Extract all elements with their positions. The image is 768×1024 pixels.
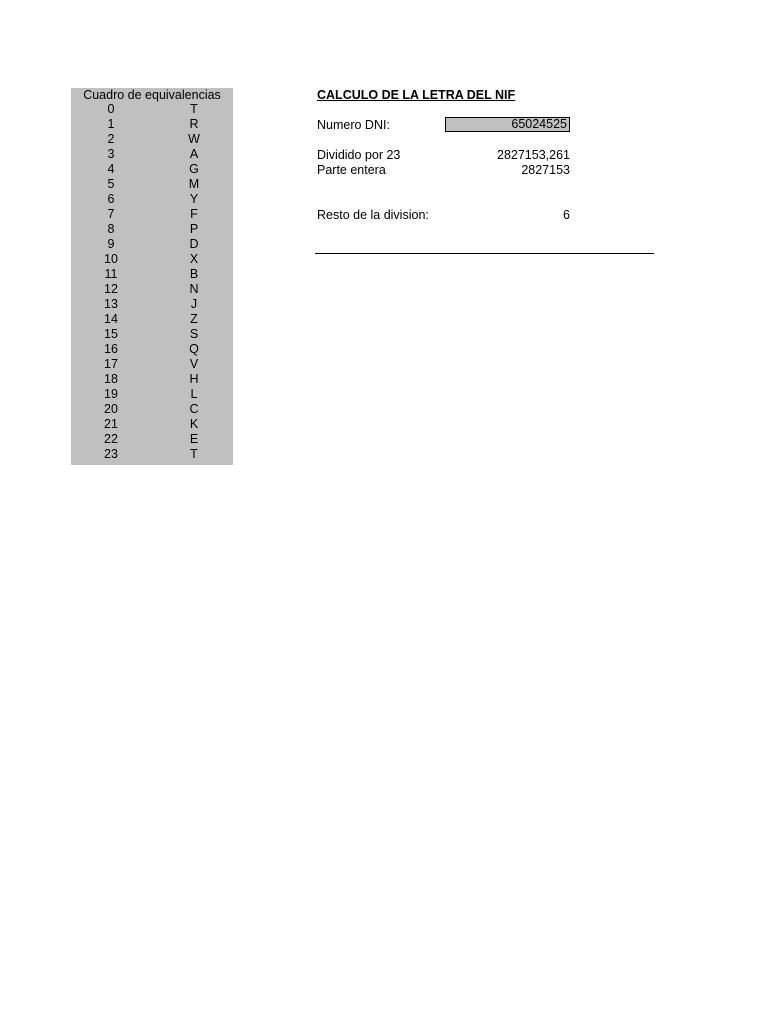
remainder-number: 19 [104,387,118,401]
remainder-number: 14 [104,312,118,326]
nif-letter: H [189,372,199,386]
integer-part-value: 2827153 [521,163,570,177]
nif-letter: L [190,387,198,401]
nif-letter: S [189,327,199,341]
remainder-value: 6 [563,208,570,222]
remainder-number: 13 [104,297,118,311]
nif-letter: W [188,132,200,146]
nif-letter: X [189,252,199,266]
remainder-number: 22 [104,432,118,446]
remainder-number: 1 [107,117,115,131]
remainder-number: 20 [104,402,118,416]
nif-letter: N [189,282,199,296]
remainder-number: 23 [104,447,118,461]
remainder-number: 11 [104,267,118,281]
nif-letter: Y [189,192,199,206]
nif-letter: T [190,102,198,116]
remainder-number: 18 [104,372,118,386]
nif-letter: B [189,267,199,281]
remainder-label: Resto de la division: [317,208,429,222]
integer-part-label: Parte entera [317,163,386,177]
nif-letter: V [189,357,199,371]
divided-value: 2827153,261 [497,148,570,162]
nif-letter: T [190,447,198,461]
remainder-number: 6 [107,192,115,206]
nif-letter: A [189,147,199,161]
dni-label: Numero DNI: [317,118,390,132]
remainder-number: 0 [107,102,115,116]
nif-letter: K [189,417,199,431]
nif-letter: R [189,117,199,131]
equivalence-table-title: Cuadro de equivalencias [83,88,221,102]
remainder-number: 10 [104,252,118,266]
nif-letter: Z [190,312,198,326]
remainder-number: 15 [104,327,118,341]
separator-line [315,253,654,254]
remainder-number: 16 [104,342,118,356]
nif-letter: G [189,162,199,176]
calculation-title: CALCULO DE LA LETRA DEL NIF [317,88,516,102]
remainder-number: 12 [104,282,118,296]
remainder-number: 2 [107,132,115,146]
nif-letter: P [189,222,199,236]
remainder-number: 21 [104,417,118,431]
remainder-number: 17 [104,357,118,371]
nif-letter: E [189,432,199,446]
remainder-number: 7 [107,207,115,221]
remainder-number: 4 [107,162,115,176]
dni-input-cell[interactable]: 65024525 [445,117,570,132]
remainder-number: 5 [107,177,115,191]
nif-letter: C [189,402,199,416]
nif-letter: D [189,237,199,251]
nif-letter: M [188,177,200,191]
nif-letter: Q [189,342,199,356]
remainder-number: 3 [107,147,115,161]
nif-letter: F [190,207,198,221]
remainder-number: 9 [107,237,115,251]
divided-label: Dividido por 23 [317,148,401,162]
nif-letter: J [190,297,198,311]
remainder-number: 8 [107,222,115,236]
